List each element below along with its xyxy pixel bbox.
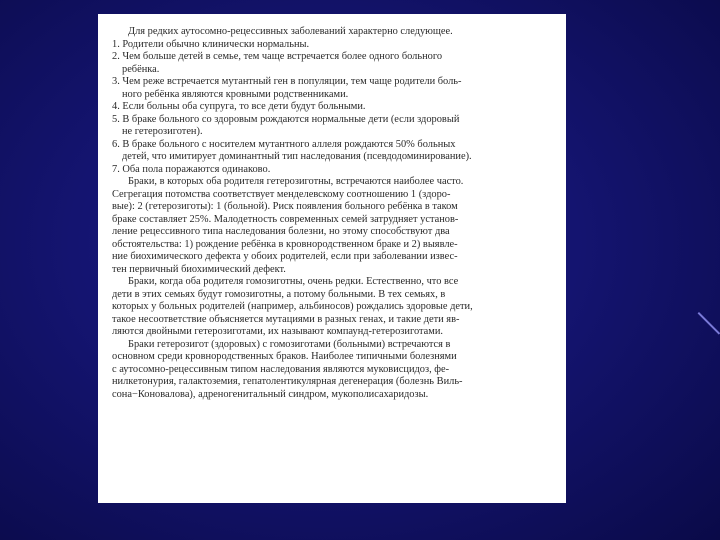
document-text-line: ние биохимического дефекта у обоих родителей, если при заболевании извес- <box>112 251 458 263</box>
document-text-line: не гетерозиготен). <box>122 126 203 138</box>
document-text-line: 3. Чем реже встречается мутантный ген в популяции, тем чаще родители боль- <box>112 76 462 88</box>
document-text-line: ребёнка. <box>122 63 160 75</box>
document-text-line: 5. В браке больного со здоровым рождаются нормальные дети (если здоровый <box>112 113 460 125</box>
document-text-line: которых у больных родителей (например, альбиносов) рождались здоровые дети, <box>112 301 473 313</box>
document-text-line: основном среди кровнородственных браков. Наиболее типичными болезнями <box>112 351 457 363</box>
document-text-line: ного ребёнка являются кровными родственниками. <box>122 88 349 100</box>
document-text-line: 6. В браке больного с носителем мутантного аллеля рождаются 50% больных <box>112 138 456 150</box>
document-text-line: вые): 2 (гетерозиготы): 1 (больной). Риск появления больного ребёнка в таком <box>112 201 458 213</box>
document-text-line: Браки, в которых оба родителя гетерозиготны, встречаются наиболее часто. <box>128 176 464 188</box>
document-text-line: с аутосомно-рецессивным типом наследования являются муковисцидоз, фе- <box>112 363 450 375</box>
document-text-line: обстоятельства: 1) рождение ребёнка в кровнородственном браке и 2) выявле- <box>112 238 458 250</box>
document-text-line: Браки, когда оба родителя гомозиготны, очень редки. Естественно, что все <box>128 276 459 288</box>
document-text-line: 2. Чем больше детей в семье, тем чаще встречается более одного больного <box>112 51 443 63</box>
decorative-diagonal-line <box>698 312 720 334</box>
document-text-line: ляются двойными гетерозиготами, их называют компаунд-гетерозиготами. <box>112 326 444 338</box>
document-text-line: нилкетонурия, галактоземия, гепатолентикулярная дегенерация (болезнь Виль- <box>112 376 463 388</box>
document-text-line: тен первичный биохимический дефект. <box>112 263 286 275</box>
document-text-line: браке составляет 25%. Малодетность современных семей затрудняет установ- <box>112 213 459 225</box>
document-page <box>98 14 566 503</box>
document-text-line: Браки гетерозигот (здоровых) с гомозиготами (больными) встречаются в <box>128 338 451 350</box>
document-text-line: детей, что имитирует доминантный тип наследования (псевдодоминирование). <box>122 151 472 163</box>
document-text-line: такое несоответствие объясняется мутациями в разных генах, и такие дети яв- <box>112 313 460 325</box>
document-text-line: ление рецессивного типа наследования болезни, но этому способствуют два <box>112 226 450 238</box>
document-text-line: Сегрегация потомства соответствует менделевскому соотношению 1 (здоро- <box>112 188 451 200</box>
document-text-line: 7. Оба пола поражаются одинаково. <box>112 163 271 175</box>
document-text-line: 4. Если больны оба супруга, то все дети будут больными. <box>112 101 366 113</box>
document-text-line: сона−Коновалова), адреногенитальный синдром, мукополисахаридозы. <box>112 388 429 400</box>
document-text-line: 1. Родители обычно клинически нормальны. <box>112 38 310 50</box>
document-text-line: Для редких аутосомно-рецессивных заболеваний характерно следующее. <box>128 26 453 37</box>
document-text-line: дети в этих семьях будут гомозиготны, а потому больными. В тех семьях, в <box>112 288 446 300</box>
